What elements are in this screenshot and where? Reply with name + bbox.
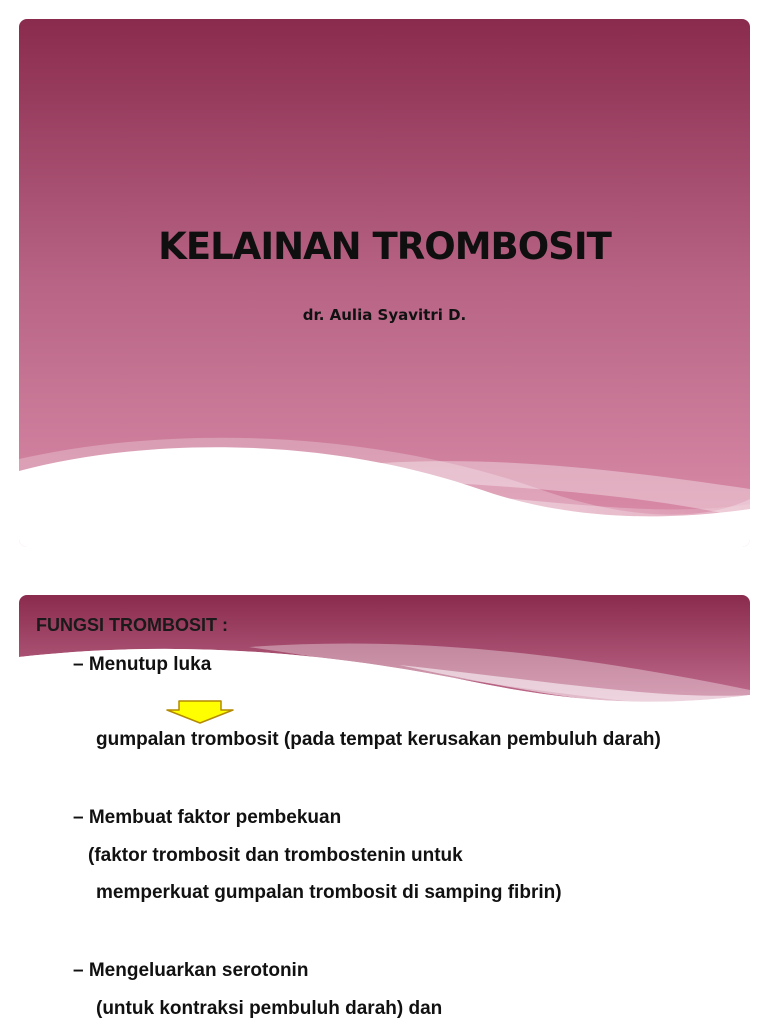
bullet-serotonin: – Mengeluarkan serotonin bbox=[73, 960, 309, 981]
text-memperkuat: memperkuat gumpalan trombosit di samping fibrin) bbox=[96, 882, 562, 903]
bullet-faktor-pembekuan: – Membuat faktor pembekuan bbox=[73, 807, 342, 828]
text-kontraksi: (untuk kontraksi pembuluh darah) dan bbox=[96, 998, 443, 1019]
bullet-menutup-luka: – Menutup luka bbox=[73, 654, 212, 675]
title-slide bbox=[19, 19, 750, 547]
down-arrow-icon bbox=[165, 700, 235, 724]
text-faktor-trombosit: (faktor trombosit dan trombostenin untuk bbox=[88, 845, 463, 866]
content-slide bbox=[19, 595, 750, 1024]
slide-title: KELAINAN TROMBOSIT bbox=[158, 225, 611, 268]
slide-subtitle: dr. Aulia Syavitri D. bbox=[302, 306, 467, 324]
text-gumpalan: gumpalan trombosit (pada tempat kerusakan pembuluh darah) bbox=[96, 729, 661, 750]
section-heading: FUNGSI TROMBOSIT : bbox=[36, 615, 228, 635]
title-slide-background bbox=[19, 19, 750, 547]
